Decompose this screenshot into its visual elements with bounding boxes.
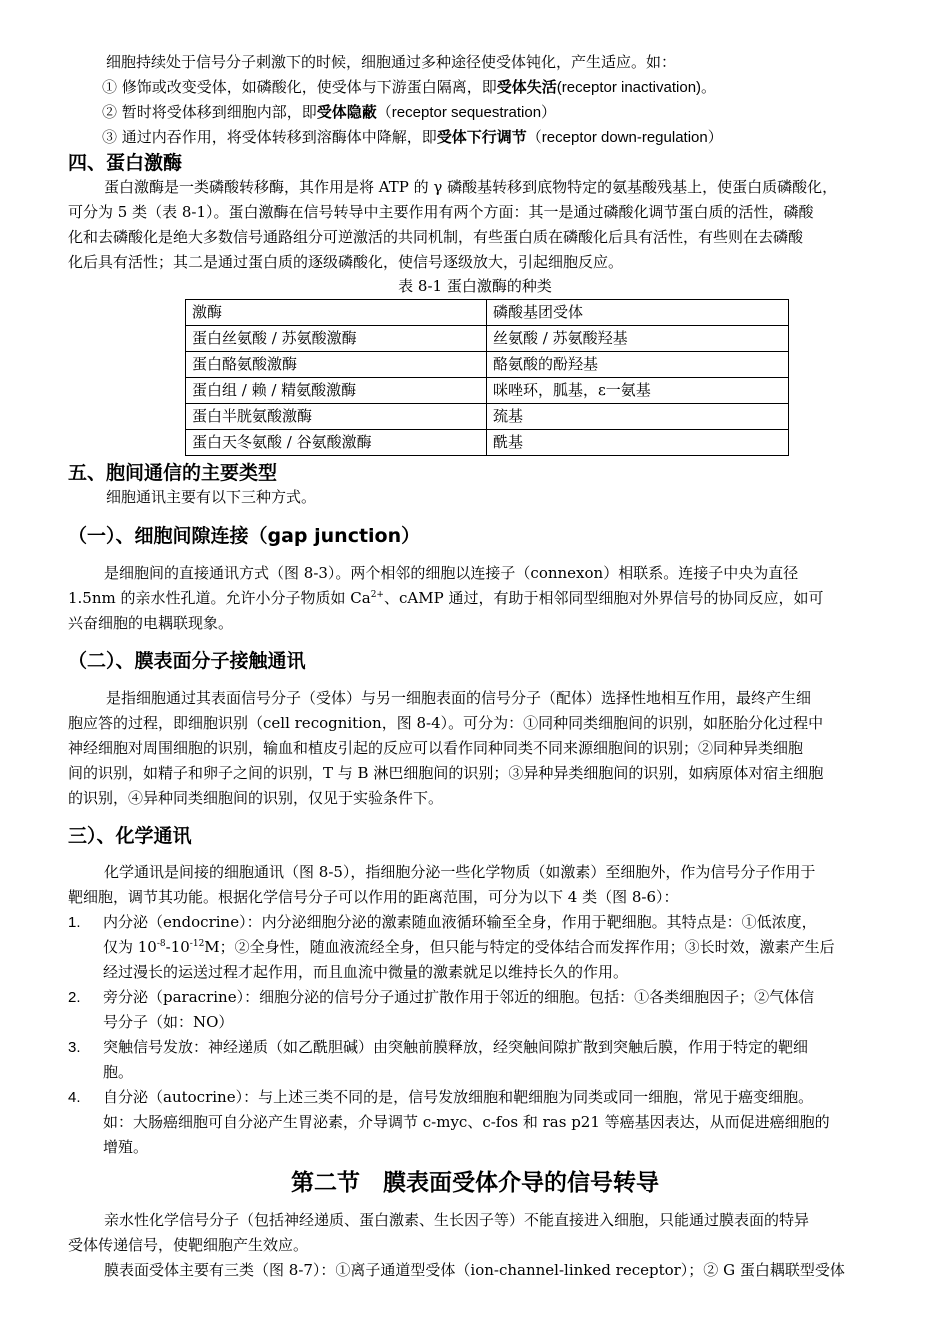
gap-junction-paragraph: 是细胞间的直接通讯方式（图 8-3）。两个相邻的细胞以连接子（connexon）相联系。连接子中央为直径 1.5nm 的亲水性孔道。允许小分子物质如 $Ca^{2+}$、cAMP 通过，有助于相邻同型细胞对外界信号的协同反应，如可 兴奋细胞的电耦联现象。 <box>68 564 824 632</box>
table-cell: 蛋白半胱氨酸激酶 <box>186 404 487 430</box>
list-number: 2. <box>68 989 81 1006</box>
subheading-membrane-contact: （二）、膜表面分子接触通讯 <box>68 650 306 672</box>
protein-kinase-paragraph: 蛋白激酶是一类磷酸转移酶，其作用是将 ATP 的 γ 磷酸基转移到底物特定的氨基酸残基上，使蛋白质磷酸化， 可分为 5 类（表 8-1）。蛋白激酶在信号转导中主要作用有两个方面：其一是通过磷酸化调节蛋白质的活性，磷酸 化和去磷酸化是绝大多数信号通路组分可逆激活的共同机制，有些蛋白质在磷酸化后具有活性，有些则在去磷酸 化后具有活性；其二是通过蛋白质的逐级磷酸化，使信号逐级放大，引起细胞反应。 <box>68 178 838 271</box>
membrane-contact-paragraph: 是指细胞通过其表面信号分子（受体）与另一细胞表面的信号分子（配体）选择性地相互作用，最终产生细 胞应答的过程，即细胞识别（cell recognition，图 8-4）。可分为：①同种同类细胞间的识别，如胚胎分化过程中 神经细胞对周围细胞的识别，输血和植皮引起的反应可以看作同种同类不同来源细胞间的识别；②同种异类细胞 间的识别，如精子和卵子之间的识别，T 与 B 淋巴细胞间的识别；③异种异类细胞间的识别，如病原体对宿主细胞 的识别，④异种同类细胞间的识别，仅见于实验条件下。 <box>68 689 824 807</box>
chapter-section-heading: 第二节 膜表面受体介导的信号转导 <box>291 1170 659 1196</box>
subheading-chemical-communication: 三）、化学通讯 <box>68 825 192 847</box>
adaptation-item-2: ② 暂时将受体移到细胞内部，即受体隐蔽（receptor sequestration） <box>102 103 557 121</box>
list-item-synaptic: 突触信号发放：神经递质（如乙酰胆碱）由突触前膜释放，经突触间隙扩散到突触后膜，作用于特定的靶细 胞。 <box>103 1038 809 1081</box>
list-item-endocrine: 内分泌（endocrine）：内分泌细胞分泌的激素随血液循环输至全身，作用于靶细胞。其特点是：①低浓度， 仅为 $10^{-8}-10^{-12}M$；②全身性，随血液流经全身，但只能与特定的受体结合而发挥作用；③长时效，激素产生后 经过漫长的运送过程才起作用，而且血流中微量的激素就足以维持长久的作用。 <box>103 913 835 981</box>
list-number: 4. <box>68 1089 81 1106</box>
adaptation-item-3: ③ 通过内吞作用，将受体转移到溶酶体中降解，即受体下行调节（receptor down-regulation） <box>102 128 723 146</box>
list-number: 1. <box>68 914 81 931</box>
table-row <box>186 404 789 430</box>
adaptation-intro: 细胞持续处于信号分子刺激下的时候，细胞通过多种途径使受体钝化，产生适应。如： <box>106 53 677 71</box>
chemical-communication-paragraph: 化学通讯是间接的细胞通讯（图 8-5），指细胞分泌一些化学物质（如激素）至细胞外，作为信号分子作用于 靶细胞，调节其功能。根据化学信号分子可以作用的距离范围，可分为以下 4 类（图 8-6）： <box>68 863 816 906</box>
table-cell: 蛋白天冬氨酸 / 谷氨酸激酶 <box>186 430 487 456</box>
table-cell: 蛋白组 / 赖 / 精氨酸激酶 <box>186 378 487 404</box>
list-item-autocrine: 自分泌（autocrine）：与上述三类不同的是，信号发放细胞和靶细胞为同类或同一细胞，常见于癌变细胞。 如：大肠癌细胞可自分泌产生胃泌素，介导调节 c-myc、c-fos 和 ras p21 等癌基因表达，从而促进癌细胞的 增殖。 <box>103 1088 830 1156</box>
section-heading-protein-kinase: 四、蛋白激酶 <box>68 152 183 174</box>
table-cell: 咪唑环，胍基，ε一氨基 <box>487 378 789 404</box>
table-header-cell: 磷酸基团受体 <box>487 300 789 326</box>
list-number: 3. <box>68 1039 81 1056</box>
adaptation-item-1: ① 修饰或改变受体，如磷酸化，使受体与下游蛋白隔离，即受体失活(receptor inactivation)。 <box>102 78 717 96</box>
subheading-gap-junction: （一）、细胞间隙连接（gap junction） <box>68 525 421 547</box>
table-cell: 蛋白酪氨酸激酶 <box>186 352 487 378</box>
table-header-cell: 激酶 <box>186 300 487 326</box>
table-row <box>186 430 789 456</box>
term-receptor-inactivation: 受体失活 <box>496 78 557 96</box>
table-row <box>186 352 789 378</box>
table-cell: 蛋白丝氨酸 / 苏氨酸激酶 <box>186 326 487 352</box>
membrane-receptor-paragraph: 亲水性化学信号分子（包括神经递质、蛋白激素、生长因子等）不能直接进入细胞，只能通过膜表面的特异 受体传递信号，使靶细胞产生效应。 膜表面受体主要有三类（图 8-7）：①离子通道型受体（ion-channel-linked receptor）；② G 蛋白耦联型受体 <box>68 1211 845 1279</box>
table-cell: 巯基 <box>487 404 789 430</box>
section-heading-intercellular-communication: 五、胞间通信的主要类型 <box>68 462 278 484</box>
term-receptor-down-regulation: 受体下行调节 <box>436 128 527 146</box>
table-row <box>186 326 789 352</box>
table-caption: 表 8-1 蛋白激酶的种类 <box>398 277 552 295</box>
table-header-row <box>186 300 789 326</box>
table-cell: 酪氨酸的酚羟基 <box>487 352 789 378</box>
table-cell: 酰基 <box>487 430 789 456</box>
protein-kinase-table <box>185 299 789 456</box>
list-item-paracrine: 旁分泌（paracrine）：细胞分泌的信号分子通过扩散作用于邻近的细胞。包括：①各类细胞因子；②气体信 号分子（如：NO） <box>103 988 815 1031</box>
communication-intro: 细胞通讯主要有以下三种方式。 <box>106 488 317 506</box>
table-row <box>186 378 789 404</box>
table-cell: 丝氨酸 / 苏氨酸羟基 <box>487 326 789 352</box>
term-receptor-sequestration: 受体隐蔽 <box>316 103 377 121</box>
